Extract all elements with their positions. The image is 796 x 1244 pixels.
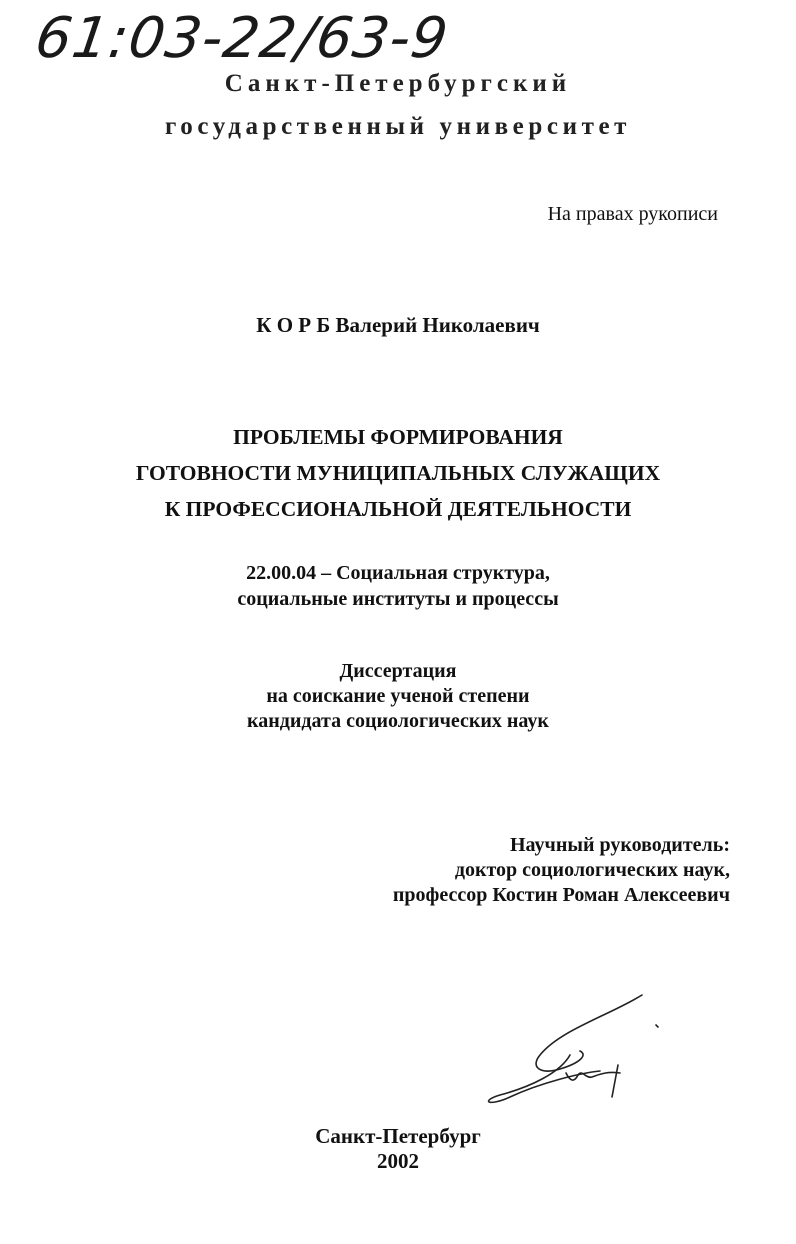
handwritten-signature [470, 985, 660, 1115]
university-name-line1: Санкт-Петербургский [224, 70, 572, 97]
university-name-line2: государственный университет [164, 113, 632, 140]
city: Санкт-Петербург [315, 1124, 481, 1148]
thesis-title-line2: ГОТОВНОСТИ МУНИЦИПАЛЬНЫХ СЛУЖАЩИХ [135, 461, 661, 485]
year: 2002 [377, 1149, 419, 1173]
thesis-title-line1: ПРОБЛЕМЫ ФОРМИРОВАНИЯ [233, 425, 563, 449]
specialty-code-line1: 22.00.04 – Социальная структура, [246, 562, 550, 584]
supervisor-degree: доктор социологических наук, [454, 859, 730, 881]
author-name: К О Р Б Валерий Николаевич [256, 313, 540, 337]
degree-type-line3: кандидата социологических наук [247, 710, 549, 732]
degree-type-line1: Диссертация [339, 660, 457, 682]
manuscript-rights-note: На правах рукописи [547, 203, 718, 225]
specialty-code-line2: социальные институты и процессы [237, 588, 559, 610]
handwritten-archive-number: 61:03-22/63-9 [31, 6, 453, 71]
thesis-title-line3: К ПРОФЕССИОНАЛЬНОЙ ДЕЯТЕЛЬНОСТИ [164, 497, 632, 521]
degree-type-line2: на соискание ученой степени [266, 685, 530, 707]
supervisor-heading: Научный руководитель: [510, 834, 730, 856]
supervisor-name: профессор Костин Роман Алексеевич [392, 884, 730, 906]
